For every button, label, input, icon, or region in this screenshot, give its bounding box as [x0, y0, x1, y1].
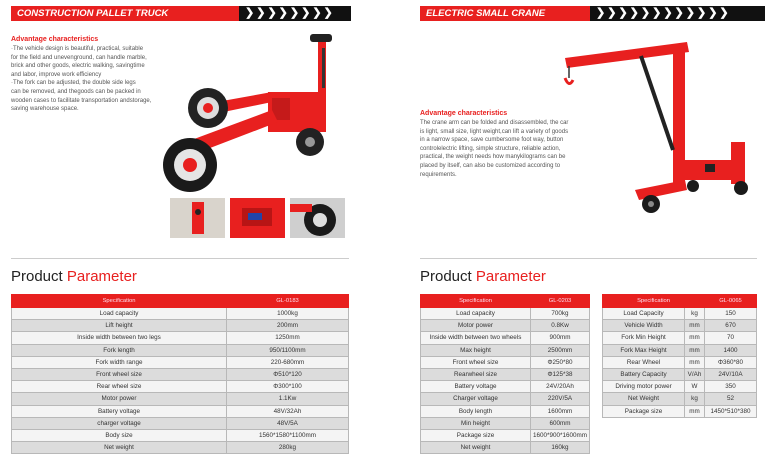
advantage-line: placed by itself, can also be customized according to — [420, 162, 561, 169]
chevron-right-icon: ❯ — [301, 7, 311, 19]
thumbnail-handle-image — [170, 198, 225, 238]
spec-label: Net Weight — [603, 393, 685, 405]
table-row — [421, 332, 590, 344]
spec-label: Inside width between two wheels — [421, 332, 531, 344]
spec-unit: kg — [685, 393, 705, 405]
advantage-line: in a narrow space, save cumbersome foot way, button — [420, 137, 564, 144]
table-row — [12, 344, 349, 356]
chevron-right-icon: ❯ — [663, 7, 673, 19]
chevron-right-icon: ❯ — [618, 7, 628, 19]
spec-label: Load Capacity — [603, 308, 685, 320]
table-row — [12, 417, 349, 429]
spec-value: 24V/10A — [705, 368, 757, 380]
advantage-line: saving warehouse space. — [11, 106, 79, 113]
table-row — [12, 429, 349, 441]
table-row — [421, 405, 590, 417]
table-header-cell: GL-0203 — [531, 295, 590, 308]
spec-value: 52 — [705, 393, 757, 405]
advantage-line: ·The fork can be adjusted, the double side legs — [11, 80, 136, 87]
spec-label: Load capacity — [421, 308, 531, 320]
chevron-right-icon: ❯ — [312, 7, 322, 19]
spec-value: 1600*900*1600mm — [531, 429, 590, 441]
spec-value: 700kg — [531, 308, 590, 320]
spec-label: Fork width range — [12, 356, 227, 368]
spec-label: Load capacity — [12, 308, 227, 320]
chevron-right-icon: ❯ — [708, 7, 718, 19]
spec-value: 1250mm — [227, 332, 349, 344]
table-row — [603, 393, 757, 405]
spec-value: 24V/20Ah — [531, 381, 590, 393]
spec-value: Φ125*38 — [531, 368, 590, 380]
chevron-right-icon: ❯ — [674, 7, 684, 19]
spec-label: Package size — [421, 429, 531, 441]
table-header-row — [421, 295, 590, 308]
spec-value: 670 — [705, 320, 757, 332]
spec-value: 900mm — [531, 332, 590, 344]
spec-label: Package size — [603, 405, 685, 417]
thumbnail-wheel-image — [290, 198, 345, 238]
spec-label: Vehicle Width — [603, 320, 685, 332]
product-parameter-heading — [420, 268, 546, 285]
spec-unit: V/Ah — [685, 368, 705, 380]
spec-value: 1600mm — [531, 405, 590, 417]
table-row — [603, 405, 757, 417]
advantage-line: practical, the weight needs how manykilograms can be — [420, 154, 566, 161]
table-header-cell: GL-0183 — [227, 295, 349, 308]
spec-label: Net weight — [421, 442, 531, 454]
table-header-cell: Specification — [12, 295, 227, 308]
advantage-line: The crane arm can be folded and disassembled, the car — [420, 120, 569, 126]
table-row — [603, 332, 757, 344]
table-row — [421, 308, 590, 320]
product-parameter-heading — [11, 268, 137, 285]
spec-value: 2500mm — [531, 344, 590, 356]
spec-label: Body size — [12, 429, 227, 441]
chevron-right-icon: ❯ — [696, 7, 707, 19]
spec-value: 200mm — [227, 320, 349, 332]
pallet-truck-image — [160, 30, 350, 195]
advantage-text — [11, 45, 171, 114]
spec-label: Fork Max Height — [603, 344, 685, 356]
spec-label: Motor power — [12, 393, 227, 405]
advantage-title: Advantage characteristics — [11, 36, 99, 43]
spec-label: Net weight — [12, 442, 227, 454]
spec-label: Inside width between two legs — [12, 332, 227, 344]
heading-part: Product — [11, 268, 67, 285]
advantage-title: Advantage characteristics — [420, 110, 508, 117]
chevron-right-icon: ❯ — [245, 7, 255, 19]
table-row — [12, 308, 349, 320]
table-header-row — [603, 295, 757, 308]
table-header-cell: Specification — [421, 295, 531, 308]
table-row — [421, 320, 590, 332]
spec-value: Φ300*100 — [227, 381, 349, 393]
table-row — [421, 442, 590, 454]
chevron-right-icon: ❯ — [652, 7, 662, 19]
table-row — [603, 381, 757, 393]
spec-value: 0.8Kw — [531, 320, 590, 332]
spec-value: 220-680mm — [227, 356, 349, 368]
table-row — [603, 368, 757, 380]
spec-label: Charger voltage — [421, 393, 531, 405]
heading-highlight: Parameter — [66, 268, 137, 285]
spec-value: 1450*510*380 — [705, 405, 757, 417]
table-row — [12, 381, 349, 393]
advantage-line: requirements. — [420, 171, 457, 178]
chevron-right-icon: ❯ — [629, 7, 639, 19]
advantage-line: brick and other goods, electric walking, savingtime — [11, 63, 145, 70]
spec-label: Motor power — [421, 320, 531, 332]
spec-value: Φ360*80 — [705, 356, 757, 368]
table-header-cell: GL-0065 — [705, 295, 757, 308]
spec-value: 70 — [705, 332, 757, 344]
crane-image — [555, 30, 765, 215]
spec-unit: mm — [685, 356, 705, 368]
spec-label: Rear wheel size — [12, 381, 227, 393]
advantage-line: is light, small size, light weight,can lift a variety of goods — [420, 128, 569, 135]
table-row — [12, 332, 349, 344]
table-row — [421, 417, 590, 429]
advantage-line: wooden cases to facilitate transportation andstorage, — [11, 97, 152, 104]
chevron-right-icon: ❯ — [323, 7, 333, 19]
divider — [11, 258, 349, 259]
spec-table-gl0183 — [11, 294, 349, 454]
spec-label: Fork Min Height — [603, 332, 685, 344]
advantage-line: controlelectric lifting, simple structure, reliable action, — [420, 145, 561, 152]
spec-label: charger voltage — [12, 417, 227, 429]
table-row — [12, 393, 349, 405]
spec-label: Front wheel size — [12, 368, 227, 380]
table-row — [421, 356, 590, 368]
chevron-right-icon: ❯ — [640, 7, 651, 19]
table-row — [421, 368, 590, 380]
chevron-right-icon: ❯ — [289, 7, 300, 19]
banner-pallet-truck — [11, 6, 351, 21]
spec-label: Lift height — [12, 320, 227, 332]
table-row — [421, 344, 590, 356]
spec-label: Battery voltage — [12, 405, 227, 417]
spec-label: Fork length — [12, 344, 227, 356]
thumbnail-battery-image — [230, 198, 285, 238]
table-row — [12, 405, 349, 417]
table-row — [12, 356, 349, 368]
banner-title: CONSTRUCTION PALLET TRUCK — [11, 6, 239, 21]
spec-value: Φ250*80 — [531, 356, 590, 368]
spec-value: 950/1100mm — [227, 344, 349, 356]
spec-value: 1.1Kw — [227, 393, 349, 405]
advantage-line: ·The vehicle design is beautiful, practical, suitable — [11, 46, 144, 52]
spec-label: Body length — [421, 405, 531, 417]
table-row — [603, 308, 757, 320]
spec-label: Driving motor power — [603, 381, 685, 393]
table-header-cell: Specification — [603, 295, 705, 308]
banner-crane — [420, 6, 765, 21]
spec-value: 1000kg — [227, 308, 349, 320]
advantage-line: for the field and unevenground, can handle marble, — [11, 54, 147, 61]
advantage-line: can be removed, and thegoods can be packed in — [11, 88, 141, 95]
table-row — [603, 344, 757, 356]
spec-label: Min height — [421, 417, 531, 429]
chevron-right-icon: ❯ — [256, 7, 266, 19]
spec-table-gl0065 — [602, 294, 757, 418]
spec-unit: kg — [685, 308, 705, 320]
banner-title: ELECTRIC SMALL CRANE — [420, 6, 590, 21]
spec-label: Battery voltage — [421, 381, 531, 393]
heading-part: Product — [420, 268, 476, 285]
spec-value: 150 — [705, 308, 757, 320]
heading-highlight: Parameter — [475, 268, 546, 285]
spec-value: 1560*1580*1100mm — [227, 429, 349, 441]
table-row — [421, 381, 590, 393]
spec-unit: W — [685, 381, 705, 393]
spec-table-gl0203 — [420, 294, 590, 454]
spec-value: 280kg — [227, 442, 349, 454]
chevron-right-icon: ❯ — [685, 7, 695, 19]
spec-label: Rearwheel size — [421, 368, 531, 380]
chevron-right-icon: ❯ — [607, 7, 617, 19]
chevron-right-icon: ❯ — [596, 7, 606, 19]
spec-label: Battery Capacity — [603, 368, 685, 380]
table-row — [421, 393, 590, 405]
table-row — [421, 429, 590, 441]
spec-label: Max height — [421, 344, 531, 356]
table-row — [603, 356, 757, 368]
divider — [420, 258, 757, 259]
spec-unit: mm — [685, 332, 705, 344]
spec-value: 220V/5A — [531, 393, 590, 405]
spec-value: 350 — [705, 381, 757, 393]
spec-value: Φ510*120 — [227, 368, 349, 380]
chevron-right-icon: ❯ — [719, 7, 729, 19]
spec-value: 160kg — [531, 442, 590, 454]
spec-value: 600mm — [531, 417, 590, 429]
table-row — [603, 320, 757, 332]
spec-label: Front wheel size — [421, 356, 531, 368]
spec-value: 1400 — [705, 344, 757, 356]
table-row — [12, 442, 349, 454]
spec-unit: mm — [685, 344, 705, 356]
advantage-line: and labor, improve work efficiency — [11, 71, 102, 78]
spec-unit: mm — [685, 405, 705, 417]
table-row — [12, 368, 349, 380]
table-header-row — [12, 295, 349, 308]
chevron-right-icon: ❯ — [278, 7, 288, 19]
spec-value: 48V/5A — [227, 417, 349, 429]
chevron-right-icon: ❯ — [267, 7, 277, 19]
chevron-stripe — [239, 6, 351, 21]
table-row — [12, 320, 349, 332]
spec-unit: mm — [685, 320, 705, 332]
spec-label: Rear Wheel — [603, 356, 685, 368]
spec-value: 48V/32Ah — [227, 405, 349, 417]
chevron-stripe — [590, 6, 765, 21]
